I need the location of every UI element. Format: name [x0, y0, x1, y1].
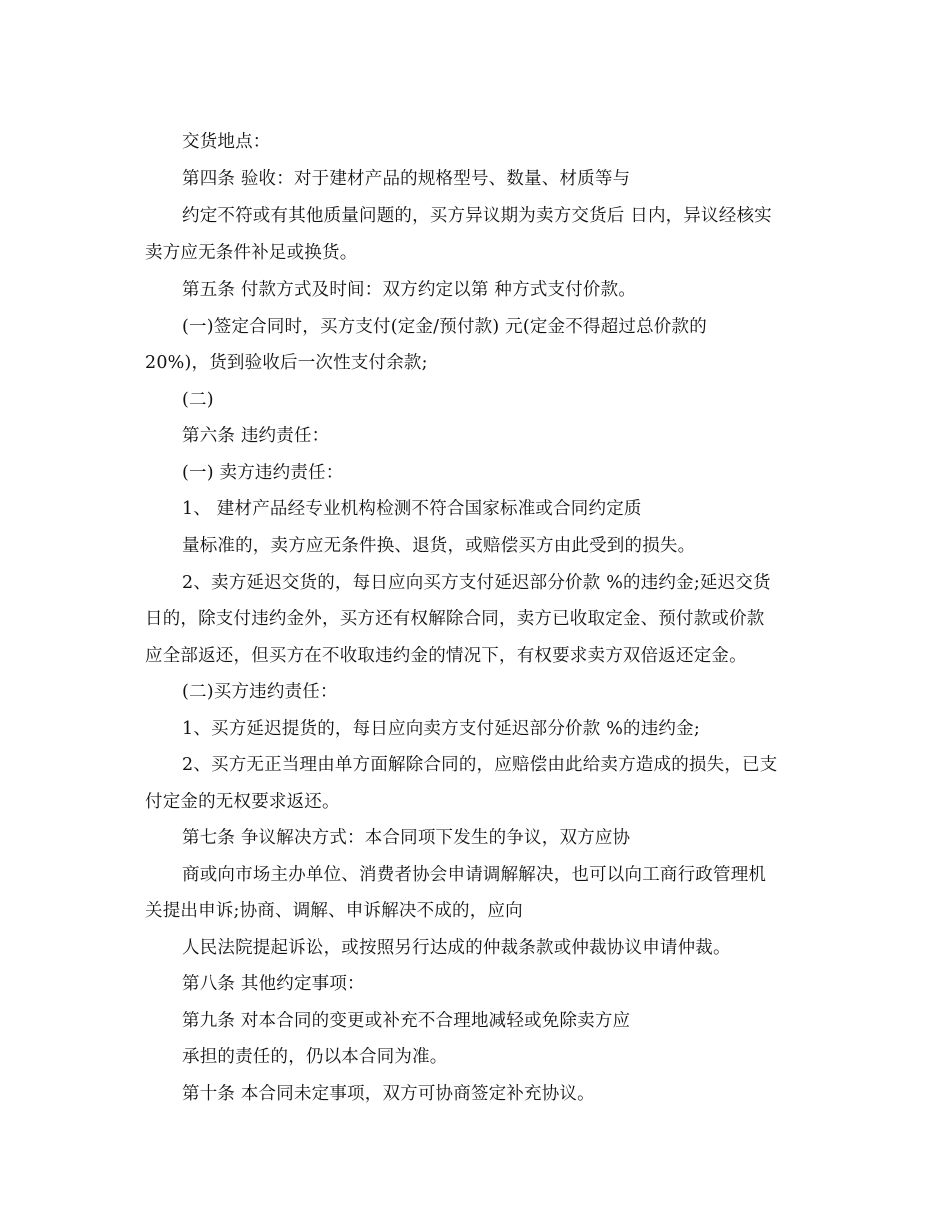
text-line: (一)签定合同时，买方支付(定金/预付款) 元(定金不得超过总价款的: [182, 317, 707, 337]
text-line: 第五条 付款方式及时间：双方约定以第 种方式支付价款。: [182, 280, 637, 300]
text-line: 关提出申诉;协商、调解、申诉解决不成的，应向: [145, 901, 523, 921]
text-line: 第四条 验收：对于建材产品的规格型号、数量、材质等与: [182, 169, 631, 189]
text-line: 约定不符或有其他质量问题的，买方异议期为卖方交货后 日内，异议经核实: [182, 206, 772, 226]
text-line: 1、买方延迟提货的，每日应向卖方支付延迟部分价款 %的违约金;: [182, 719, 700, 739]
text-line: (一) 卖方违约责任：: [182, 463, 344, 483]
text-line: 第六条 违约责任：: [182, 426, 330, 446]
text-line: (二): [182, 390, 214, 410]
text-line: 人民法院提起诉讼，或按照另行达成的仲裁条款或仲裁协议申请仲裁。: [182, 938, 731, 958]
text-line: (二)买方违约责任：: [182, 682, 338, 702]
text-line: 第七条 争议解决方式：本合同项下发生的争议，双方应协: [182, 828, 631, 848]
text-line: 20%)，货到验收后一次性支付余款;: [145, 353, 428, 373]
text-line: 第十条 本合同未定事项，双方可协商签定补充协议。: [182, 1084, 595, 1104]
text-line: 1、 建材产品经专业机构检测不符合国家标准或合同约定质: [182, 499, 642, 519]
text-line: 卖方应无条件补足或换货。: [145, 243, 358, 263]
text-line: 第八条 其他约定事项：: [182, 974, 365, 994]
text-line: 日的，除支付违约金外，买方还有权解除合同，卖方已收取定金、预付款或价款: [145, 609, 765, 629]
text-line: 2、卖方延迟交货的，每日应向买方支付延迟部分价款 %的违约金;延迟交货: [182, 573, 771, 593]
text-line: 交货地点：: [182, 132, 271, 152]
text-line: 商或向市场主办单位、消费者协会申请调解解决，也可以向工商行政管理机: [182, 865, 767, 885]
text-line: 应全部返还，但买方在不收取违约金的情况下，有权要求卖方双倍返还定金。: [145, 646, 747, 666]
text-line: 2、买方无正当理由单方面解除合同的，应赔偿由此给卖方造成的损失，已支: [182, 755, 778, 775]
text-line: 量标准的，卖方应无条件换、退货，或赔偿买方由此受到的损失。: [182, 536, 696, 556]
text-line: 付定金的无权要求返还。: [145, 792, 340, 812]
text-line: 承担的责任的，仍以本合同为准。: [182, 1047, 448, 1067]
text-line: 第九条 对本合同的变更或补充不合理地减轻或免除卖方应: [182, 1011, 631, 1031]
